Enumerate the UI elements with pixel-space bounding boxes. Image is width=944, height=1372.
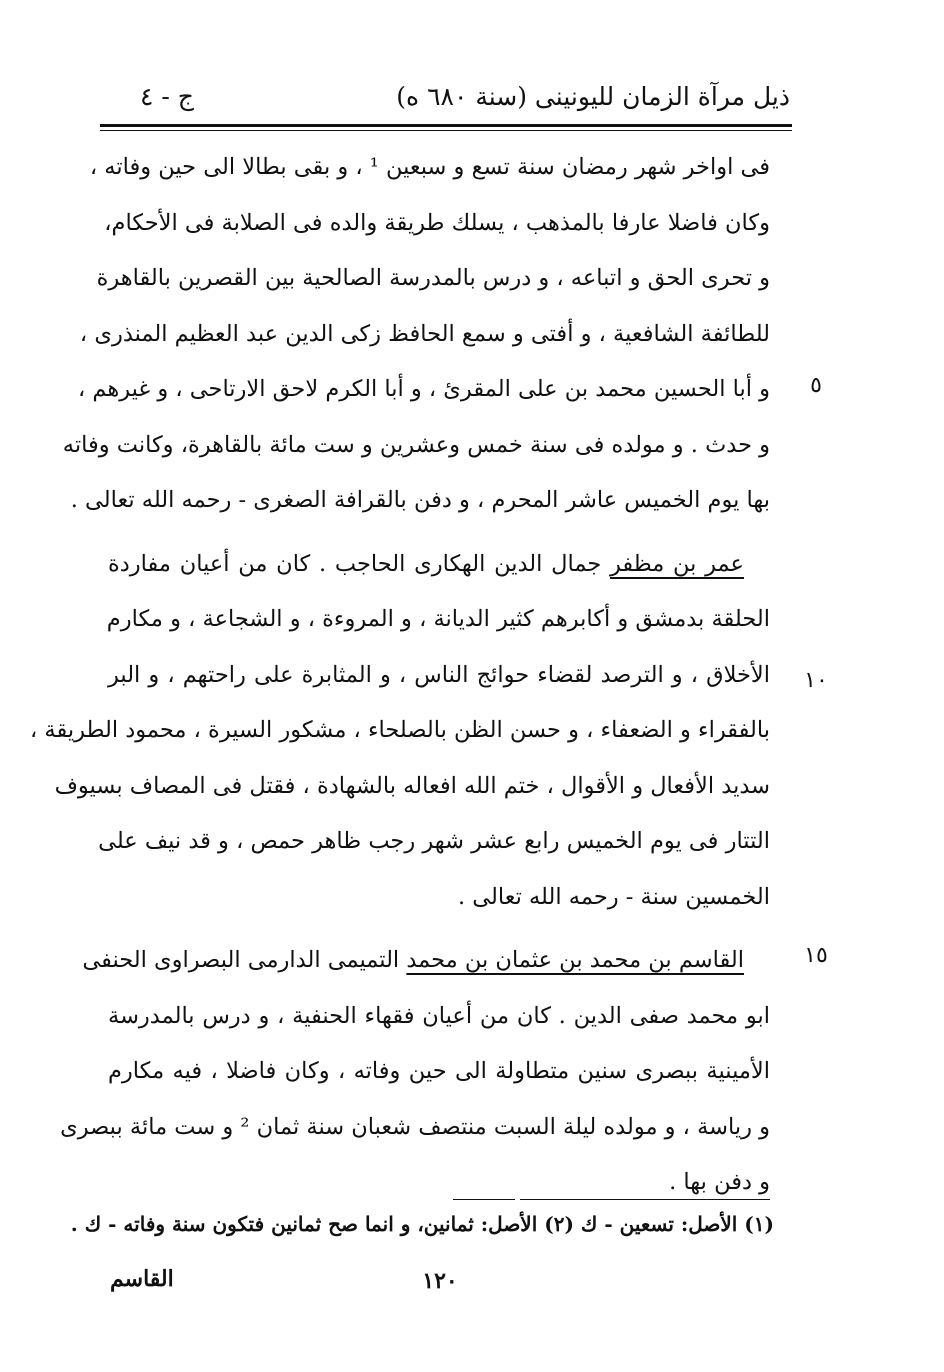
- footnote-rule-short: [453, 1199, 515, 1200]
- catchword: القاسم: [110, 1266, 174, 1292]
- book-title: ذيل مرآة الزمان لليونينى (سنة ٦٨٠ ه): [396, 82, 790, 111]
- main-text: [30, 140, 770, 1211]
- text-line-12: سديد الأفعال و الأقوال ، ختم الله افعاله بالشهادة ، فقتل فى المصاف بسيوف: [54, 772, 770, 799]
- text-line-9: الحلقة بدمشق و أكابرهم كثير الديانة ، و المروءة ، و الشجاعة ، و مكارم: [106, 606, 770, 632]
- entry-name-umar: عمر بن مظفر: [609, 550, 744, 577]
- line-number-10: ١٠: [804, 668, 828, 693]
- line-number-15: ١٥: [804, 943, 828, 968]
- entry-name-qasim: القاسم بن محمد بن عثمان بن محمد: [406, 947, 744, 973]
- entry-heading-qasim: [82, 933, 770, 989]
- text-line-11: بالفقراء و الضعفاء ، و حسن الظن بالصلحاء ، مشكور السيرة ، محمود الطريقة ،: [30, 717, 770, 743]
- text-line-19: و دفن بها .: [669, 1169, 770, 1195]
- running-header: [110, 72, 790, 122]
- text-line-16: ابو محمد صفى الدين . كان من أعيان فقهاء الحنفية ، و درس بالمدرسة: [108, 1002, 770, 1029]
- footnote: (١) الأصل: تسعين - ك (٢) الأصل: ثمانين، و انما صح ثمانين فتكون سنة وفاته - ك .: [70, 1212, 774, 1236]
- entry-line-umar: جمال الدين الهكارى الحاجب . كان من أعيان مفاردة: [108, 550, 602, 577]
- text-line-4: للطائفة الشافعية ، و أفتى و سمع الحافظ زكى الدين عبد العظيم المنذرى ،: [79, 320, 770, 347]
- text-line-18: و رياسة ، و مولده ليلة السبت منتصف شعبان سنة ثمان ² و ست مائة ببصرى: [60, 1113, 770, 1140]
- text-line-3: و تحرى الحق و اتباعه ، و درس بالمدرسة الصالحية بين القصرين بالقاهرة: [96, 265, 770, 291]
- volume-number: ج - ٤: [140, 82, 194, 111]
- entry-heading-umar: [108, 537, 770, 593]
- text-line-14: الخمسين سنة - رحمه الله تعالى .: [457, 883, 770, 910]
- text-line-5: و أبا الحسين محمد بن على المقرئ ، و أبا الكرم لاحق الارتاحى ، و غيرهم ،: [77, 376, 770, 402]
- text-line-10: الأخلاق ، و الترصد لقضاء حوائج الناس ، و المثابرة على راحتهم ، و البر: [108, 661, 770, 688]
- text-line-7: بها يوم الخميس عاشر المحرم ، و دفن بالقرافة الصغرى - رحمه الله تعالى .: [70, 487, 770, 513]
- text-line-13: التتار فى يوم الخميس رابع عشر شهر رجب ظاهر حمص ، و قد نيف على: [98, 828, 770, 854]
- text-line-6: و حدث . و مولده فى سنة خمس وعشرين و ست مائة بالقاهرة، وكانت وفاته: [62, 431, 770, 458]
- footnote-rule: [520, 1199, 770, 1200]
- line-number-5: ٥: [810, 373, 822, 398]
- header-rule-thick: [100, 124, 792, 127]
- text-line-17: الأمينية ببصرى سنين متطاولة الى حين وفاته ، وكان فاضلا ، فيه مكارم: [108, 1058, 770, 1084]
- page-number: ١٢٠: [422, 1268, 458, 1294]
- header-rule-thin: [100, 130, 792, 131]
- entry-line-qasim: التميمى الدارمى البصراوى الحنفى: [82, 947, 400, 973]
- text-line-1: فى اواخر شهر رمضان سنة تسع و سبعين ¹ ، و بقى بطالا الى حين وفاته ،: [89, 154, 770, 180]
- text-line-2: وكان فاضلا عارفا بالمذهب ، يسلك طريقة والده فى الصلابة فى الأحكام،: [104, 209, 770, 236]
